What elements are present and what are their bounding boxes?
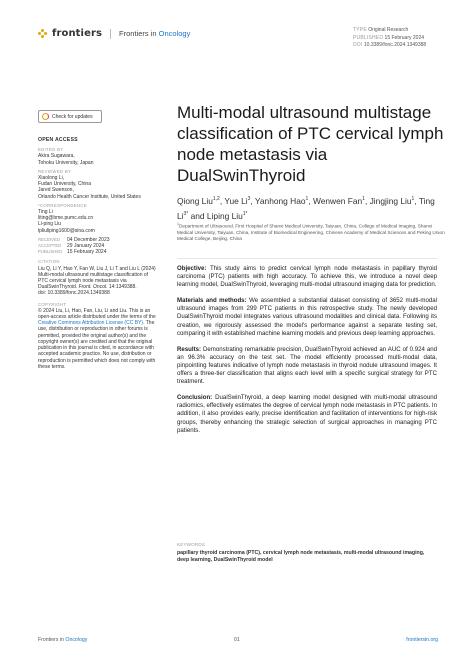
check-updates-icon — [42, 113, 49, 120]
correspondence: Ting Li liting@bme.pumc.edu.cn Li-ping Liu lpliuliping1600@sina.com — [38, 209, 158, 234]
logo-divider — [110, 29, 111, 39]
author-affiliation-sup: 3* — [183, 210, 189, 217]
author-name[interactable]: Liping Liu — [206, 210, 243, 221]
keywords-label: KEYWORDS — [177, 542, 206, 547]
abstract-conclusion: Conclusion: DualSwinThyroid, a deep learning model designed with multi-modal ultrasound radiomics, effectively estimates the degree of cervical lymph node metastasis in PTC patients. In addition, it also provides early, precise identification and facilitation of interventions for high-risk groups, thereby enhancing the strategic selection of surgical approaches in managing PTC patients. — [177, 394, 438, 434]
edited-by: Akira Sugawara, Tohoku University, Japan — [38, 153, 94, 166]
edited-by-label: EDITED BY — [38, 147, 64, 153]
abstract-methods: Materials and methods: We assembled a substantial dataset consisting of 3652 multi-modal ultrasound images from 299 PTC patients in this retrospective study. The newly developed DualSwinThyroid model integrates various ultrasound modalities and clinical data. Following its creation, we rigorously assessed the model's performance against a separate testing set, comparing it with established machine learning models and previous deep learning approaches. — [177, 297, 437, 337]
abstract-results: Results: Demonstrating remarkable precision, DualSwinThyroid achieved an AUC of 0.924 and an 96.3% accuracy on the test set. The model efficiently processed multi-modal data, pinpointing features indicative of lymph node metastasis in thyroid nodule ultrasound images. It offers a three-tier classification that aligns each level with a specific surgical strategy for PTC treatment. — [177, 345, 437, 386]
publisher-logo — [38, 28, 190, 39]
author-name[interactable]: Qiong Liu — [177, 195, 213, 206]
author-affiliation-sup: 1 — [305, 196, 309, 202]
author-list: Qiong Liu$^{1,2}$, Yue Li$^3$, Yanhong Hao$^1$, Wenwen Fan$^1$, Jingjing Liu$^1$, Ting $Li^{3*}$ and Liping Liu$^{1*}$ — [177, 195, 435, 221]
author-name[interactable]: Wenwen Fan — [312, 195, 363, 206]
citation: Liu Q, Li Y, Hao Y, Fan W, Liu J, Li T and Liu L (2024) Multi-modal ultrasound multistage classification of PTC cervical lymph node metastasis via DualSwinThyroid. Front. Oncol. 14:1349388. doi: 10.3389/fonc.2024.1349388 — [38, 265, 156, 297]
footer-journal: Frontiers in Oncology — [38, 637, 88, 643]
reviewed-by: Xiaolong Li, Fudan University, China Jared Swenson, Orlando Health Cancer Institute, United States — [38, 175, 141, 200]
affiliations: $^1$Department of Ultrasound, First Hospital of Shanxi Medical University, Taiyuan, China, College of Medical Imaging, Shanxi Medical University, Taiyuan, China, Institute of Biomedical Engineering, Chinese Academy of Medical Sciences and Peking Union Medical College, Beijing, China — [177, 222, 445, 241]
publisher-name: frontiers — [52, 28, 103, 39]
divider — [177, 258, 437, 259]
abstract — [177, 265, 437, 443]
author-affiliation-sup: 1 — [362, 196, 365, 202]
correspondence-label: *CORRESPONDENCE — [38, 202, 87, 208]
open-access-label: OPEN ACCESS — [38, 137, 78, 143]
copyright: © 2024 Liu, Li, Hao, Fan, Liu, Li and Liu. This is an open-access article distributed under the terms of the Creative Commons Attribution License (CC BY). The use, distribution or reproduction in other forums is permitted, provided the original author(s) and the copyright owner(s) are credited and that the original publication in this journal is cited, in accordance with accepted academic practice. No use, distribution or reproduction is permitted which does not comply with these terms. — [38, 307, 156, 370]
footer-site-link[interactable]: frontiersin.org — [406, 637, 438, 643]
published-date: 15 February 2024 — [384, 34, 425, 41]
email-link[interactable]: lpliuliping1600@sina.com — [38, 227, 95, 234]
article-title: Multi-modal ultrasound multistage classification of PTC cervical lymph node metastasis via DualSwinThyroid — [177, 103, 444, 185]
author-name[interactable]: Yanhong Hao — [254, 195, 306, 206]
article-type: Original Research — [368, 27, 409, 33]
keywords — [177, 541, 437, 564]
email-link[interactable]: liting@bme.pumc.edu.cn — [38, 215, 94, 222]
journal-name: Frontiers in Oncology — [119, 29, 191, 38]
copyright-label: COPYRIGHT — [38, 301, 67, 307]
author-name[interactable]: Ting Li — [177, 195, 435, 221]
check-updates-label: Check for updates — [52, 113, 93, 120]
author-name[interactable]: Yue Li — [224, 195, 248, 206]
check-updates-button[interactable] — [38, 110, 102, 123]
author-affiliation-sup: 1 — [411, 196, 415, 202]
abstract-objective: Objective: This study aims to predict cervical lymph node metastasis in papillary thyroid carcinoma (PTC) patients with high accuracy. To achieve this, we introduce a novel deep learning model, DualSwinThyroid, leveraging multi-modal ultrasound imaging data for prediction. — [177, 265, 437, 289]
author-name[interactable]: Jingjing Liu — [369, 195, 412, 206]
reviewed-by-label: REVIEWED BY — [38, 168, 72, 174]
frontiers-logo-icon — [38, 29, 48, 39]
author-affiliation-sup: 3 — [247, 196, 251, 202]
article-dates: RECEIVED 04 December 2023 ACCEPTED 29 January 2024 PUBLISHED 15 February 2024 — [38, 236, 110, 256]
sidebar — [38, 137, 158, 370]
keywords-list: papillary thyroid carcinoma (PTC), cervical lymph node metastasis, multi-modal ultrasound imaging, deep learning, DualSwinThyroid model — [177, 550, 425, 563]
article-meta: TYPE Original Research PUBLISHED 15 February 2024 DOI 10.3389/fonc.2024.1349388 — [353, 27, 427, 48]
author-affiliation-sup: 1,2 — [212, 196, 220, 202]
license-link[interactable]: Creative Commons Attribution License (CC BY). — [38, 320, 145, 327]
doi: 10.3389/fonc.2024.1349388 — [363, 42, 427, 48]
citation-label: CITATION — [38, 259, 60, 265]
page-number: 01 — [234, 637, 240, 643]
author-affiliation-sup: 1* — [242, 210, 248, 217]
